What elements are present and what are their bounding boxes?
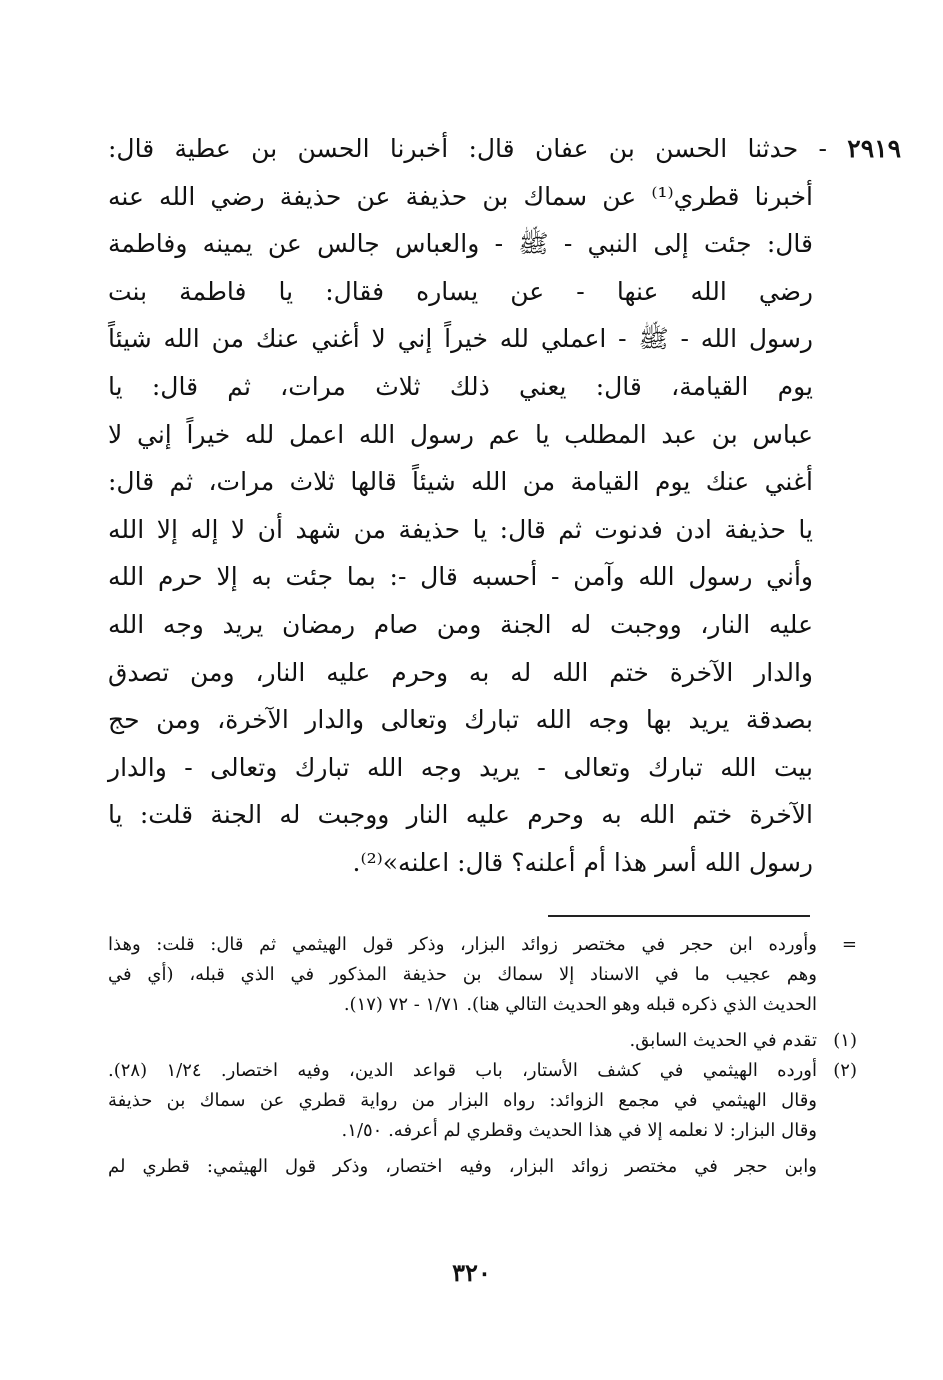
footnote-body [108, 1026, 817, 1056]
hadith-line: بيت الله تبارك وتعالى - يريد وجه الله تبارك وتعالى - والدار [108, 752, 813, 782]
hadith-line: والدار الآخرة ختم الله له به وحرم عليه النار، ومن تصدق [108, 657, 813, 687]
footnote-marker: (١) [833, 1030, 857, 1051]
footnote-marker: (٢) [833, 1060, 857, 1081]
footnote-line: أورده الهيثمي في كشف الأستار، باب قواعد الدين، وفيه اختصار. ١/٢٤ (٢٨). [108, 1060, 817, 1081]
footnote-separator [548, 915, 810, 917]
hadith-line: رضي الله عنها - عن يساره فقال: يا فاطمة بنت [108, 276, 813, 306]
footnote-1 [108, 1026, 857, 1056]
hadith-text [108, 125, 901, 887]
footnote-line: الحديث الذي ذكره قبله وهو الحديث التالي هنا). ١/٧١ - ٧٢ (١٧). [343, 994, 817, 1015]
hadith-line: عليه النار، ووجبت له الجنة ومن صام رمضان يريد وجه الله [108, 609, 813, 639]
hadith-line: يا حذيفة ادن فدنوت ثم قال: يا حذيفة من شهد أن لا إله إلا الله [108, 514, 813, 544]
hadith-line: أخبرنا قطري⁽¹⁾ عن سماك بن حذيفة عن حذيفة رضي الله عنه [108, 181, 813, 211]
hadith-number: ٢٩١٩ [847, 134, 901, 163]
footnote-marker: = [841, 934, 857, 955]
hadith-line: ٢٩١٩ - حدثنا الحسن بن عفان قال: أخبرنا الحسن بن عطية قال: [108, 134, 901, 163]
footnotes [108, 930, 857, 1182]
footnote-body [108, 930, 817, 1020]
hadith-line: رسول الله - ﷺ - اعملي لله خيراً إني لا أغني عنك من الله شيئاً [108, 324, 813, 354]
hadith-line: وأني رسول الله وآمن - أحسبه قال -: بما جئت به إلا حرم الله [108, 562, 813, 592]
footnote-line: تقدم في الحديث السابق. [629, 1030, 817, 1051]
footnote-body [108, 1056, 817, 1182]
footnote-continuation [108, 930, 857, 1020]
hadith-line: قال: جئت إلى النبي - ﷺ - والعباس جالس عن يمينه وفاطمة [108, 229, 813, 259]
hadith-line: أغني عنك يوم القيامة من الله شيئاً قالها ثلاث مرات، ثم قال: [108, 467, 813, 497]
hadith-line: عباس بن عبد المطلب يا عم رسول الله اعمل لله خيراً إني لا [108, 419, 813, 449]
hadith-line: يوم القيامة، قال: يعني ذلك ثلاث مرات، ثم قال: يا [108, 371, 813, 401]
page-number: ٣٢٠ [452, 1258, 491, 1287]
footnote-line: وقال الهيثمي في مجمع الزوائد: رواه البزار من رواية قطري عن سماك بن حذيفة [108, 1090, 817, 1111]
hadith-line: رسول الله أسر هذا أم أعلنه؟ قال: اعلنه»⁽²⁾. [352, 847, 813, 877]
hadith-line: بصدقة يريد بها وجه الله تبارك وتعالى والدار الآخرة، ومن حج [108, 705, 813, 735]
footnote-line: وابن حجر في مختصر زوائد البزار، وفيه اختصار، وذكر قول الهيثمي: قطري لم [108, 1156, 817, 1177]
footnote-2 [108, 1056, 857, 1182]
hadith-line: الآخرة ختم الله به وحرم عليه النار ووجبت له الجنة قلت: يا [108, 800, 813, 830]
footnote-line: وهم عجيب ما في الاسناد إلا سماك بن حذيفة المذكور في الذي قبله، (أي في [108, 964, 817, 985]
footnote-line: وقال البزار: لا نعلمه إلا في هذا الحديث وقطري لم أعرفه. ١/٥٠. [341, 1120, 817, 1141]
footnote-line: وأورده ابن حجر في مختصر زوائد البزار، وذكر قول الهيثمي ثم قال: قلت: وهذا [108, 934, 817, 955]
